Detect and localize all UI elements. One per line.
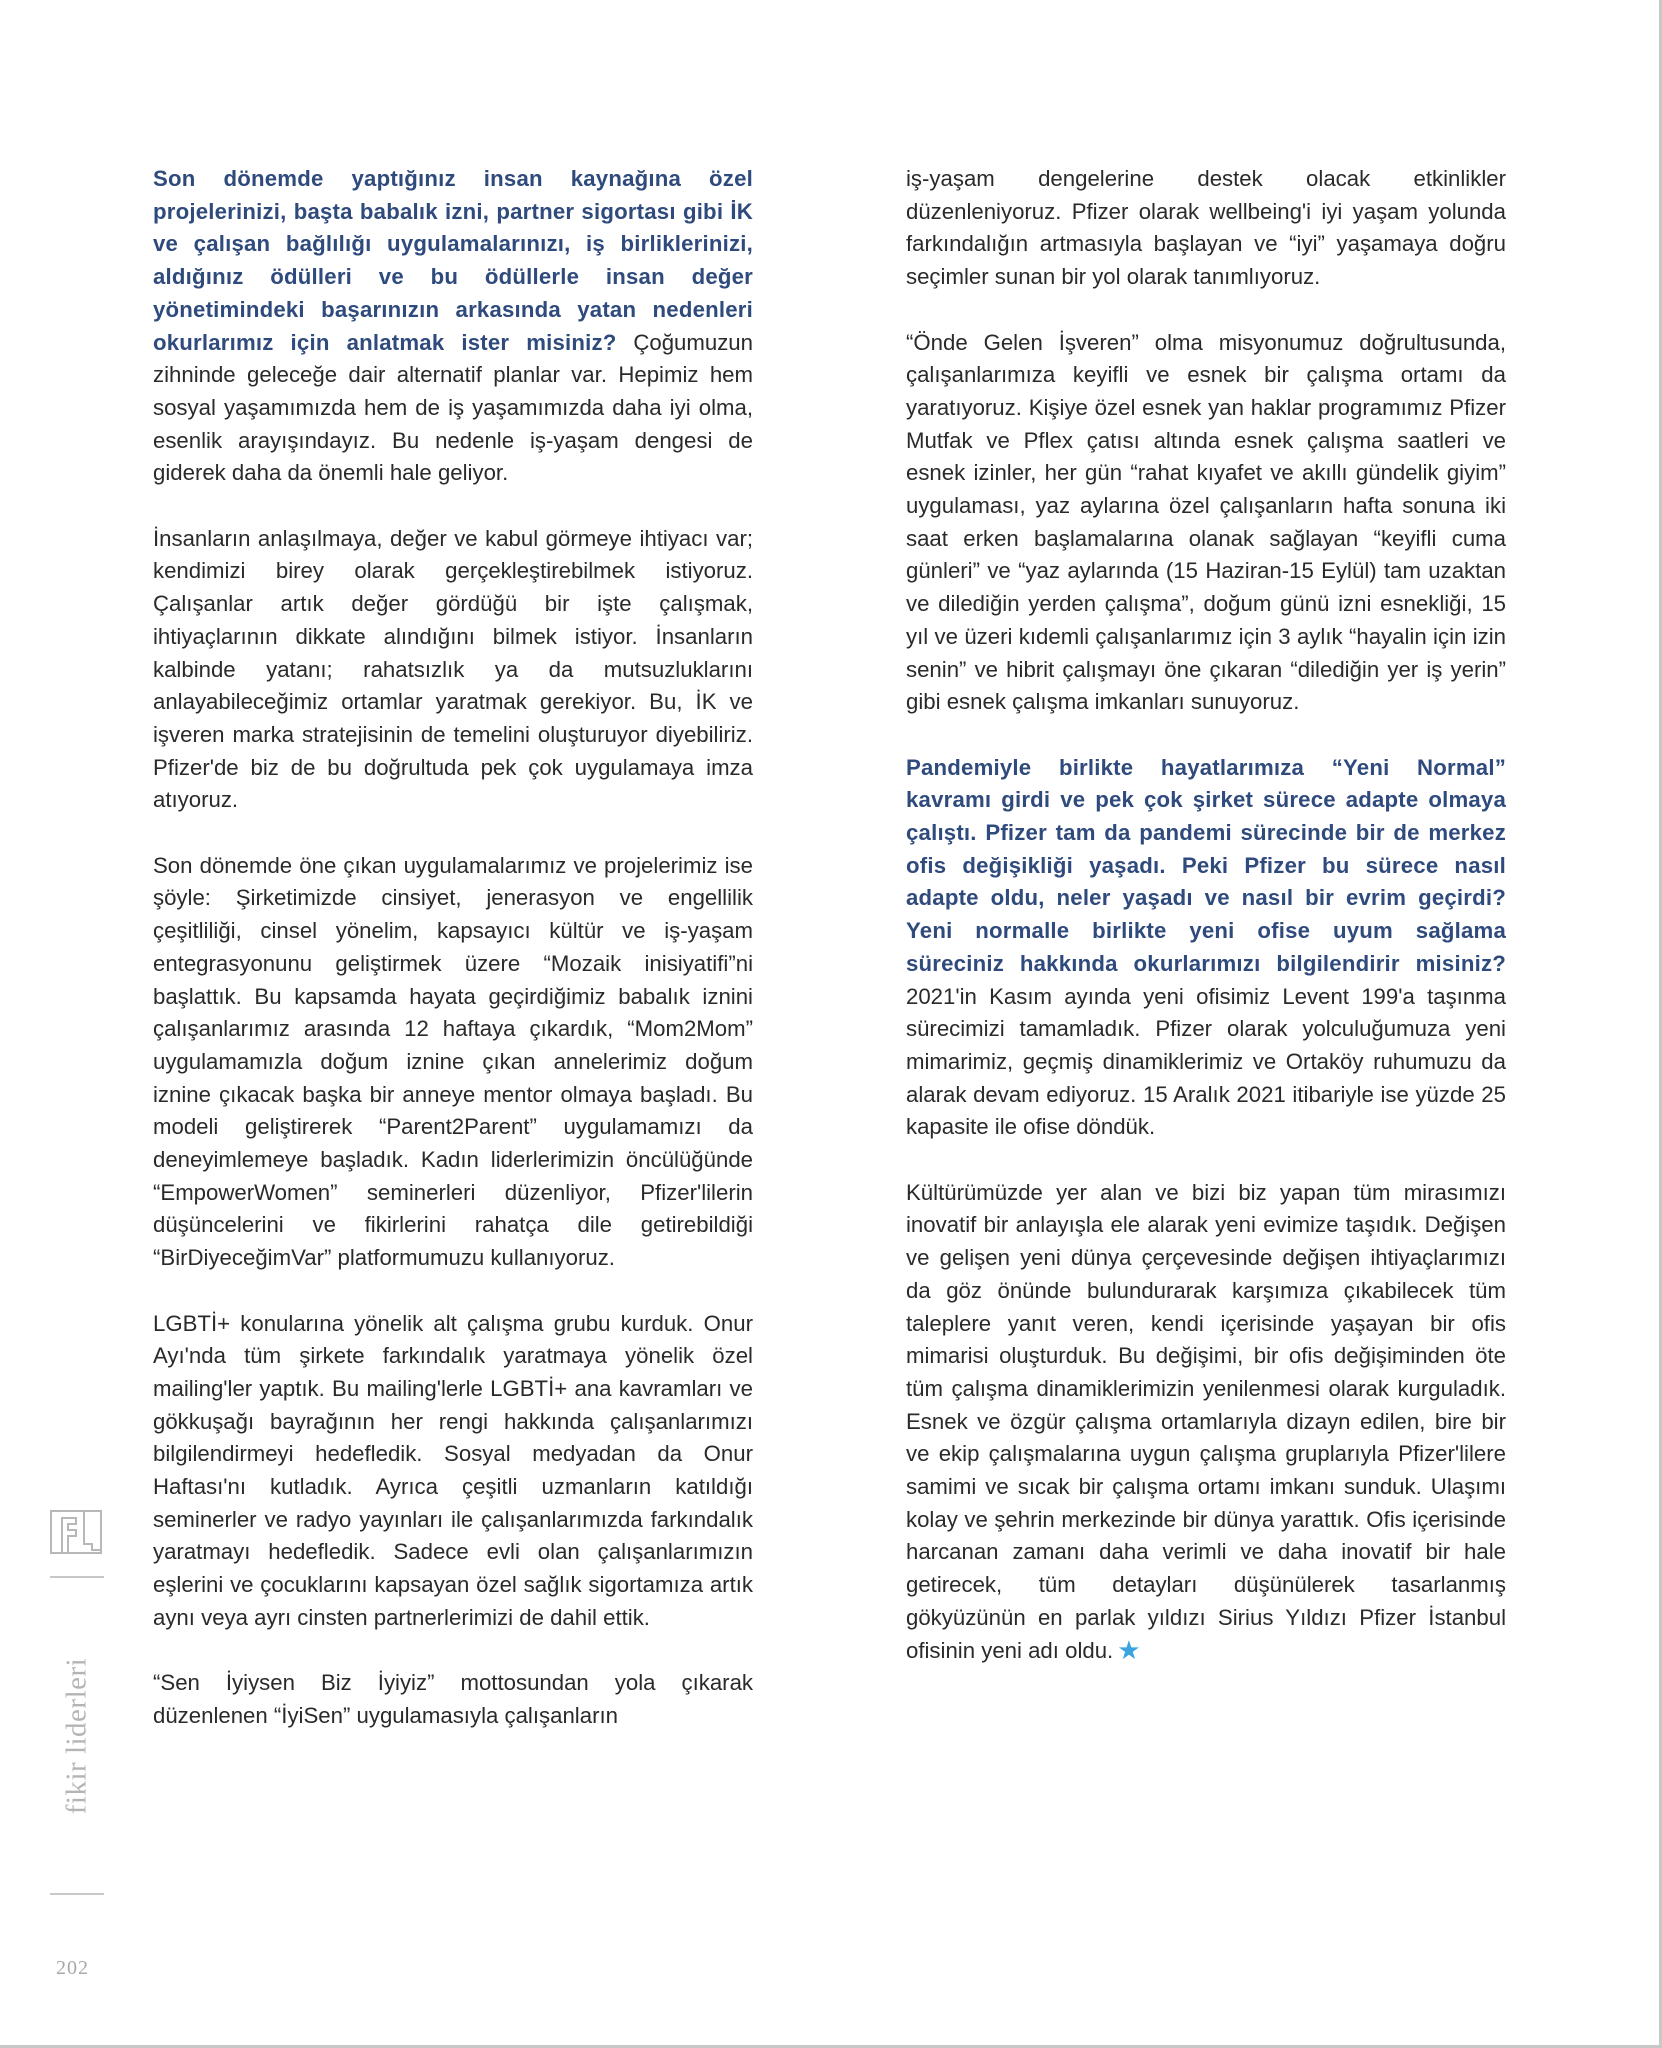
paragraph: “Önde Gelen İşveren” olma misyonumuz doğrultusunda, çalışanlarımıza keyifli ve esnek bir çalışma ortamı da yaratıyoruz. Kişiye özel esnek yan haklar programımız Pfizer Mutfak ve Pflex çatısı altında esnek çalışma saatleri ve esnek izinler, her gün “rahat kıyafet ve akıllı gündelik giyim” uygulaması, yaz aylarına özel çalışanların hafta sonuna iki saat erken başlamalarına olanak sağlayan “keyifli cuma günleri” ve “yaz aylarında (15 Haziran-15 Eylül) tam uzaktan ve dilediğin yerden çalışma”, doğum günü izni esnekliği, 15 yıl ve üzeri kıdemli çalışanlarımız için 3 aylık “hayalin için izin senin” ve hibrit çalışmayı öne çıkaran “dilediğin yer iş yerin” gibi esnek çalışma imkanları sunuyoruz. <box>906 329 1506 715</box>
section-label: fikir liderleri <box>60 1657 93 1815</box>
paragraph: İnsanların anlaşılmaya, değer ve kabul görmeye ihtiyacı var; kendimizi birey olarak gerçekleştirebilmek istiyoruz. Çalışanlar artık değer gördüğü bir işte çalışmak, ihtiyaçlarının dikkate alındığını bilmek istiyor. İnsanların kalbinde yatanı; rahatsızlık ya da mutsuzluklarını anlayabileceğimiz ortamlar yaratmak gerekiyor. Bu, İK ve işveren marka stratejisinin de temelini oluşturuyor diyebiliriz. Pfizer'de biz de bu doğrultuda pek çok uygulamaya imza atıyoruz. <box>153 525 753 813</box>
paragraph <box>906 752 1506 1144</box>
interview-question: Son dönemde yaptığınız insan kaynağına özel projelerinizi, başta babalık izni, partner sigortası gibi İK ve çalışan bağlılığı uygulamalarınızı, iş birliklerinizi, aldığınız ödülleri ve bu ödüllerle insan değer yönetimindeki başarınızın arkasında yatan nedenleri okurlarımız için anlatmak ister misiniz? <box>153 166 753 355</box>
paragraph: “Sen İyiysen Biz İyiyiz” mottosundan yola çıkarak düzenlenen “İyiSen” uygulamasıyla çalışanların <box>153 1670 753 1728</box>
paragraph: Son dönemde öne çıkan uygulamalarımız ve projelerimiz ise şöyle: Şirketimizde cinsiyet, jenerasyon ve engellilik çeşitliliği, cinsel yönelim, kapsayıcı kültür ve iş-yaşam entegrasyonunu geliştirmek üzere “Mozaik inisiyatifi”ni başlattık. Bu kapsamda hayata geçirdiğimiz babalık iznini çalışanlarımız arasında 12 haftaya çıkardık, “Mom2Mom” uygulamamızla doğum iznine çıkan annelerimiz doğum iznine çıkacak başka bir anneye mentor olmaya başladı. Bu modeli geliştirerek “Parent2Parent” uygulamamızı da deneyimlemeye başladık. Kadın liderlerimizin öncülüğünde “EmpowerWomen” seminerleri düzenliyor, Pfizer'lilerin düşüncelerini ve fikirlerini rahatça dile getirebildiği “BirDiyeceğimVar” platformumuzu kullanıyoruz. <box>153 852 753 1271</box>
margin-divider-top <box>50 1576 104 1578</box>
paragraph <box>153 163 753 490</box>
paragraph-text: Kültürümüzde yer alan ve bizi biz yapan tüm mirasımızı inovatif bir anlayışla ele alarak yeni evimize taşıdık. Değişen ve gelişen yeni dünya çerçevesinde değişen ihtiyaçlarımızı da göz önünde bulundurarak karşımıza çıkabilecek tüm taleplere yanıt veren, kendi içerisinde yaşayan bir ofis mimarisi oluşturduk. Bu değişimi, bir ofis değişiminden öte tüm çalışma dinamiklerimizin yenilenmesi olarak kurguladık. Esnek ve özgür çalışma ortamlarıyla dizayn edilen, bire bir ve ekip çalışmalarına uygun çalışma gruplarıyla Pfizer'lilere samimi ve sıcak bir çalışma ortamı imkanı sunduk. Ulaşımı kolay ve şehrin merkezinde bir dünya yarattık. Ofis içerisinde harcanan zamanı daha verimli ve daha inovatif bir hale getirecek, tüm detayları düşünülerek tasarlanmış gökyüzünün en parlak yıldızı Sirius Yıldızı Pfizer İstanbul ofisinin yeni adı oldu. <box>906 1179 1506 1663</box>
fl-logo-icon <box>50 1510 102 1554</box>
interview-answer: 2021'in Kasım ayında yeni ofisimiz Levent 199'a taşınma sürecimizi tamamladık. Pfizer olarak yolculuğumuza yeni mimarimiz, geçmiş dinamiklerimiz ve Ortaköy ruhumuzu da alarak devam ediyoruz. 15 Aralık 2021 itibariyle ise yüzde 25 kapasite ile ofise döndük. <box>906 983 1506 1140</box>
paragraph <box>906 1177 1506 1668</box>
article-column-right <box>906 163 1506 1700</box>
page-number: 202 <box>56 1957 89 1979</box>
interview-answer: Çoğumuzun zihninde geleceğe dair alternatif planlar var. Hepimiz hem sosyal yaşamımızda hem de iş yaşamımızda daha iyi olma, esenlik arayışındayız. Bu nedenle iş-yaşam dengesi de giderek daha da önemli hale geliyor. <box>153 329 753 486</box>
article-column-left <box>153 163 753 1765</box>
interview-question: Pandemiyle birlikte hayatlarımıza “Yeni Normal” kavramı girdi ve pek çok şirket sürece adapte olmaya çalıştı. Pfizer tam da pandemi sürecinde bir de merkez ofis değişikliği yaşadı. Peki Pfizer bu sürece nasıl adapte oldu, neler yaşadı ve nasıl bir evrim geçirdi? Yeni normalle birlikte yeni ofise uyum sağlama süreciniz hakkında okurlarımızı bilgilendirir misiniz? <box>906 754 1506 976</box>
star-icon: ★ <box>1117 1634 1141 1665</box>
paragraph: iş-yaşam dengelerine destek olacak etkinlikler düzenleniyoruz. Pfizer olarak wellbeing'i iyi yaşam yolunda farkındalığın artmasıyla başlayan ve “iyi” yaşamaya doğru seçimler sunan bir yol olarak tanımlıyoruz. <box>906 166 1506 290</box>
margin-divider-bottom <box>50 1893 104 1895</box>
paragraph: LGBTİ+ konularına yönelik alt çalışma grubu kurduk. Onur Ayı'nda tüm şirkete farkındalık yaratmaya yönelik özel mailing'ler yaptık. Bu mailing'lerle LGBTİ+ ana kavramları ve gökkuşağı bayrağının her rengi hakkında çalışanlarımızı bilgilendirmeyi hedefledik. Sosyal medyadan da Onur Haftası'nı kutladık. Ayrıca çeşitli uzmanların katıldığı seminerler ve radyo yayınları ile çalışanlarımızda farkındalık yaratmayı hedefledik. Sadece evli olan çalışanlarımızın eşlerini ve çocuklarını kapsayan özel sağlık sigortamıza artık aynı veya ayrı cinsten partnerlerimizi de dahil ettik. <box>153 1310 753 1630</box>
